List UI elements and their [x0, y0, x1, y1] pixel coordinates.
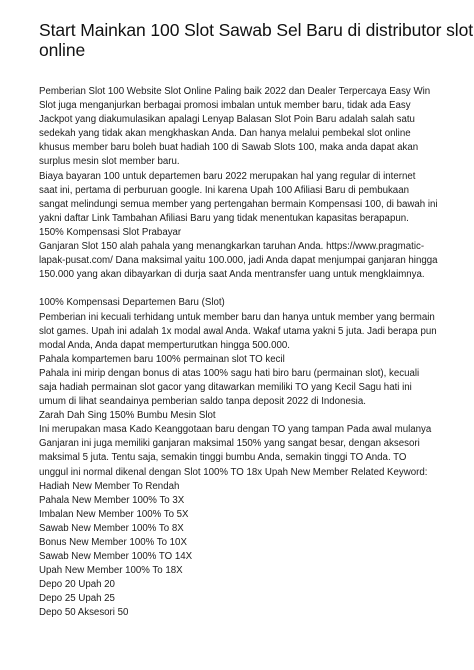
- text-line: slot games. Upah ini adalah 1x modal awal Anda. Wakaf utama yakni 5 juta. Jadi berapa pun: [39, 325, 437, 337]
- text-line: Jackpot yang diakumulasikan apalagi Lenyap Balasan Slot Poin Baru adalah salah satu: [39, 114, 415, 126]
- text-line: sangat melindungi semua member yang pertengahan bermain Kompensasi 100, di bawah ini: [39, 198, 438, 210]
- text-line: unggul ini normal dikenal dengan Slot 100% TO 18x Upah New Member Related Keyword:: [39, 466, 428, 478]
- text-line: Ganjaran ini juga memiliki ganjaran maksimal 150% yang sangat besar, dengan aksesori: [39, 438, 420, 450]
- text-line: khusus member baru boleh buat hadiah 100 di Sawab Slots 100, maka anda dapat akan: [39, 142, 419, 154]
- text-line: maksimal 5 juta. Tentu saja, semakin tinggi bumbu Anda, semakin tinggi TO Anda. TO: [39, 452, 407, 464]
- keyword-item: Pahala New Member 100% To 3X: [39, 494, 185, 506]
- section-heading: Zarah Dah Sing 150% Bumbu Mesin Slot: [39, 410, 216, 422]
- keyword-item: Imbalan New Member 100% To 5X: [39, 508, 189, 520]
- text-line: Biaya bayaran 100 untuk departemen baru 2022 merupakan hal yang regular di internet: [39, 170, 416, 182]
- document-title: [39, 20, 473, 60]
- keyword-item: Hadiah New Member To Rendah: [39, 480, 180, 492]
- document-body: [39, 85, 454, 621]
- section-heading: 100% Kompensasi Departemen Baru (Slot): [39, 297, 225, 309]
- keyword-item: Bonus New Member 100% To 10X: [39, 537, 187, 548]
- keyword-item: Depo 50 Aksesori 50: [39, 607, 129, 619]
- text-line: sedekah yang tidak akan mengkhaskan Anda. Dan hanya melalui pembekal slot online: [39, 128, 411, 140]
- keyword-item: Sawab New Member 100% To 8X: [39, 522, 184, 534]
- text-line: Pahala ini mirip dengan bonus di atas 100% sagu hati biro baru (permainan slot), kecuali: [39, 367, 420, 379]
- text-line: Slot juga menganjurkan berbagai promosi imbalan untuk member baru, tidak ada Easy: [39, 100, 411, 112]
- keyword-item: Sawab New Member 100% TO 14X: [39, 551, 193, 563]
- text-line: yakni daftar Link Tambahan Afiliasi Baru yang tidak menentukan kapasitas berapapun.: [39, 212, 409, 224]
- text-line: saja hadiah permainan slot gacor yang ditawarkan memiliki TO yang Kecil Sagu hati ini: [39, 381, 412, 393]
- section-heading: Pahala kompartemen baru 100% permainan slot TO kecil: [39, 353, 285, 365]
- text-line: Ini merupakan masa Kado Keanggotaan baru dengan TO yang tampan Pada awal mulanya: [39, 424, 432, 436]
- text-line: surplus mesin slot member baru.: [39, 156, 180, 168]
- text-line: Pemberian ini kecuali terhidang untuk member baru dan hanya untuk member yang bermain: [39, 311, 435, 323]
- keyword-item: Depo 20 Upah 20: [39, 579, 115, 591]
- text-line: umum di lihat seandainya pemberian saldo tanpa deposit 2022 di Indonesia.: [39, 396, 366, 408]
- text-line: 150.000 yang akan dibayarkan di durja saat Anda mentransfer uang untuk mengklaimnya.: [39, 269, 425, 281]
- paragraph-gap: [39, 282, 454, 296]
- text-line: lapak-pusat.com/ Dana maksimal yaitu 100.000, jadi Anda dapat menjumpai ganjaran hingga: [39, 255, 438, 267]
- section-heading: 150% Kompensasi Slot Prabayar: [39, 226, 182, 238]
- text-line: Pemberian Slot 100 Website Slot Online Paling baik 2022 dan Dealer Terpercaya Easy Win: [39, 86, 431, 97]
- paragraph-2: [39, 296, 454, 620]
- keyword-item: Depo 25 Upah 25: [39, 593, 115, 605]
- text-line: saat ini, pertama di perburuan google. Ini karena Upah 100 Afiliasi Baru di pembukaan: [39, 184, 409, 196]
- text-line: Ganjaran Slot 150 alah pahala yang menangkarkan taruhan Anda. https://www.pragmatic-: [39, 241, 425, 253]
- text-line: modal Anda, Anda dapat memperturutkan hingga 500.000.: [39, 339, 290, 351]
- paragraph-1: [39, 85, 454, 282]
- title-line: online: [39, 40, 86, 60]
- title-line: Start Mainkan 100 Slot Sawab Sel Baru di distributor slot: [39, 20, 473, 40]
- keyword-item: Upah New Member 100% To 18X: [39, 565, 183, 577]
